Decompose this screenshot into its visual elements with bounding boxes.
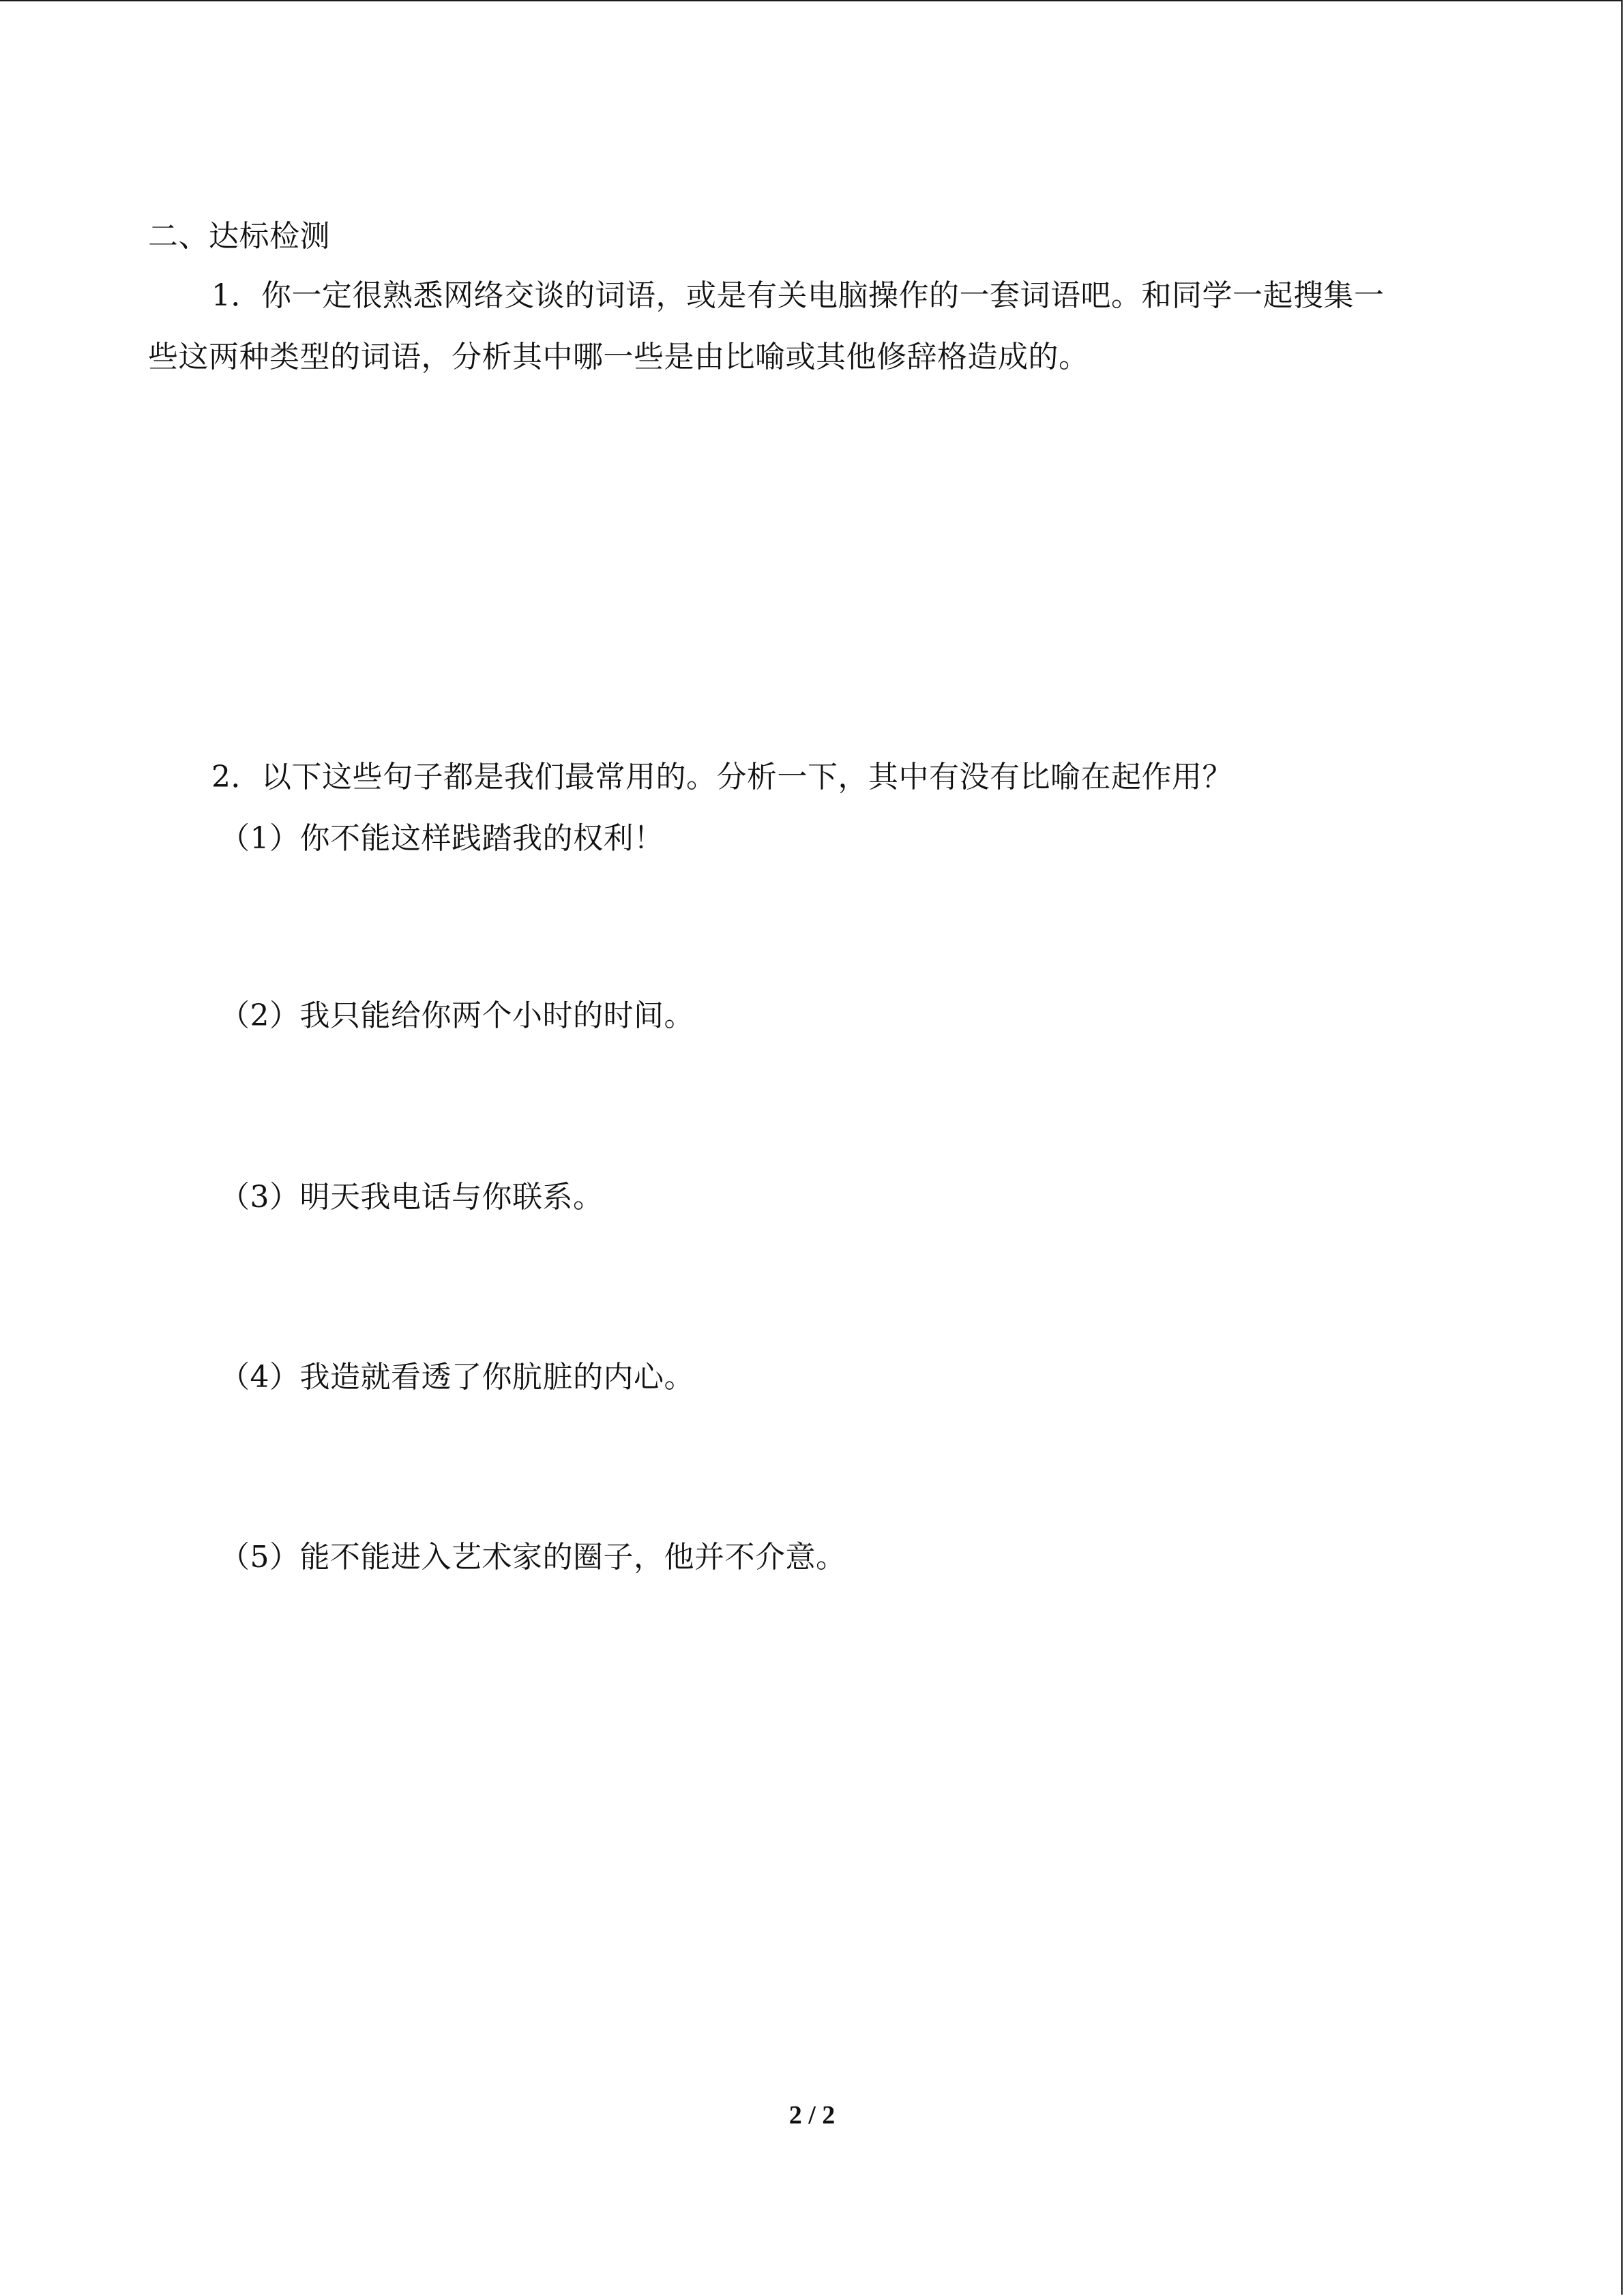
question-2-prompt: 2．以下这些句子都是我们最常用的。分析一下，其中有没有比喻在起作用？ — [211, 760, 1232, 794]
question-2-item-5: （5）能不能进入艺术家的圈子，他并不介意。 — [220, 1540, 846, 1575]
question-1-line-1: 1．你一定很熟悉网络交谈的词语，或是有关电脑操作的一套词语吧。和同学一起搜集一 — [211, 278, 1385, 313]
section-heading: 二、达标检测 — [148, 219, 330, 254]
question-1-line-2: 些这两种类型的词语，分析其中哪一些是由比喻或其他修辞格造成的。 — [148, 340, 1089, 374]
page-number: 2 / 2 — [788, 2101, 836, 2130]
question-2-item-2: （2）我只能给你两个小时的时间。 — [220, 998, 694, 1033]
question-2-item-4: （4）我造就看透了你肮脏的内心。 — [220, 1360, 694, 1395]
question-2-item-3: （3）明天我电话与你联系。 — [220, 1180, 604, 1214]
question-2-item-1: （1）你不能这样践踏我的权利！ — [220, 821, 664, 856]
